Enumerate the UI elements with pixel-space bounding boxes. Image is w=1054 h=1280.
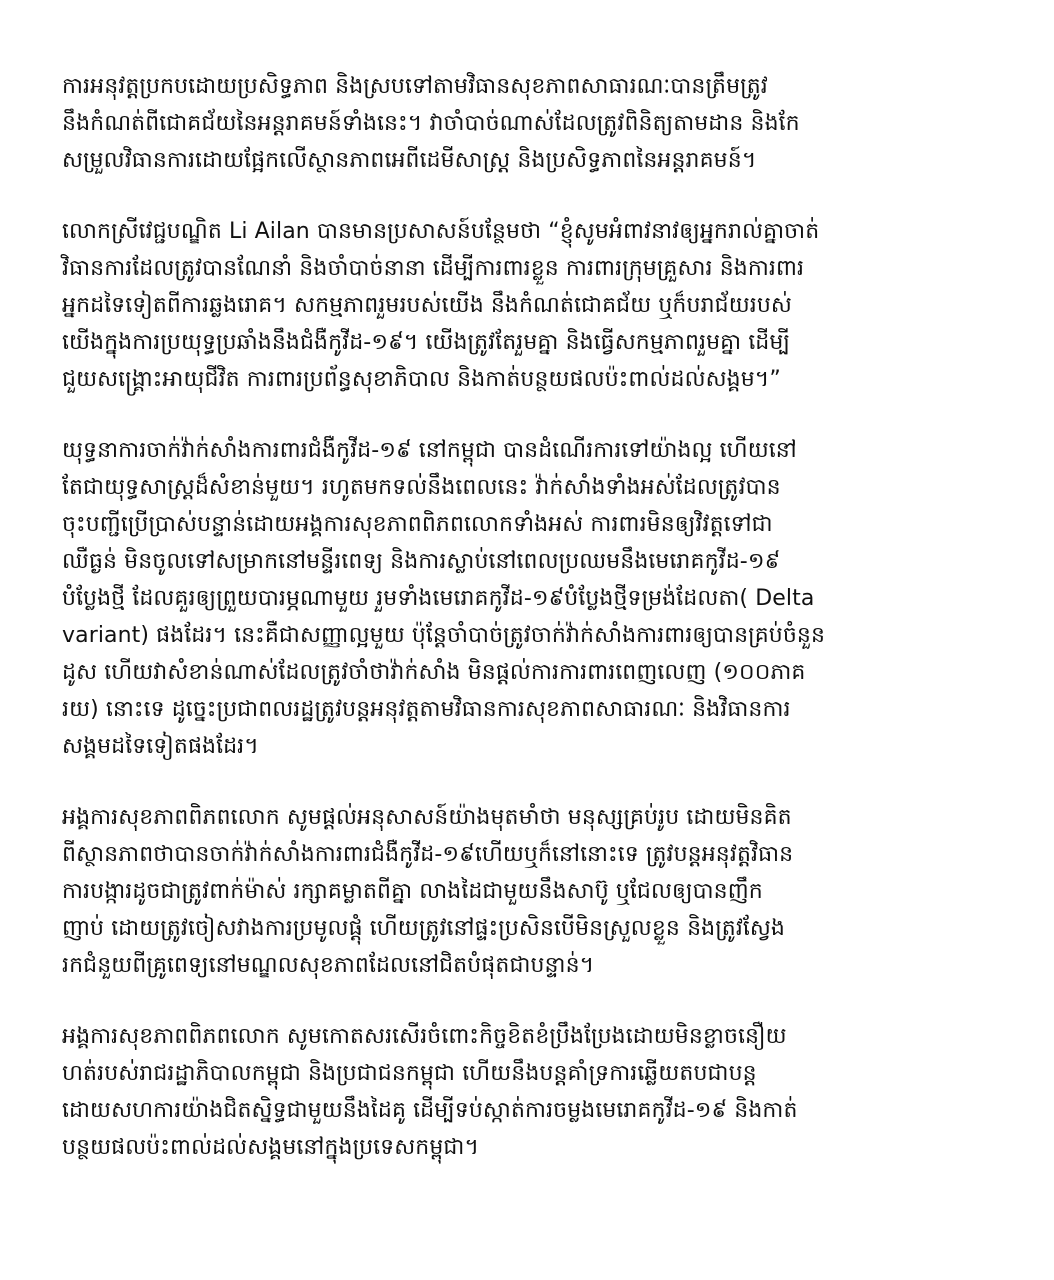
text-line: វិធានការដែលត្រូវបានណែនាំ និងចាំបាច់នានា ដើម្បីការពារខ្លួន ការពារក្រុមគ្រួសារ និងការពារ bbox=[62, 256, 805, 281]
paragraph-who-appreciation bbox=[62, 1018, 982, 1166]
text-line: ញាប់ ដោយត្រូវចៀសវាងការប្រមូលផ្តុំ ហើយត្រូវនៅផ្ទះប្រសិនបើមិនស្រួលខ្លួន និងត្រូវស្វែង bbox=[62, 916, 785, 941]
text-line: បំប្លែងថ្មី ដែលគួរឲ្យព្រួយបារម្ភណាមួយ រួមទាំងមេរោគកូវីដ-១៩បំប្លែងថ្មីទម្រង់ដែលតា( Delta bbox=[62, 586, 815, 611]
text-line: អ្នកដទៃទៀតពីការឆ្លងរោគ។ សកម្មភាពរួមរបស់យើង នឹងកំណត់ជោគជ័យ ឬក៏បរាជ័យរបស់ bbox=[62, 293, 792, 318]
text-line: យើងក្នុងការប្រយុទ្ធប្រឆាំងនឹងជំងឺកូវីដ-១៩។ យើងត្រូវតែរួមគ្នា និងធ្វើសកម្មភាពរួមគ្នា ដើម្បី bbox=[62, 330, 790, 355]
text-line: លោកស្រីវេជ្ជបណ្ឌិត Li Ailan បានមានប្រសាសន៍បន្ថែមថា “ខ្ញុំសូមអំពាវនាវឲ្យអ្នករាល់គ្នាចាត់ bbox=[62, 219, 820, 244]
text-line: អង្គការសុខភាពពិភពលោក សូមកោតសរសើរចំពោះកិច្ចខិតខំប្រឹងប្រែងដោយមិនខ្លាចនឿយ bbox=[62, 1024, 787, 1049]
text-line: ចុះបញ្ជីប្រើប្រាស់បន្ទាន់ដោយអង្គការសុខភាពពិភពលោកទាំងអស់ ការពារមិនឲ្យវិវត្តទៅជា bbox=[62, 512, 773, 537]
paragraph-implementation bbox=[62, 68, 982, 179]
text-line: ឈឺធ្ងន់ មិនចូលទៅសម្រាកនៅមន្ទីរពេទ្យ និងការស្លាប់នៅពេលប្រឈមនឹងមេរោគកូវីដ-១៩ bbox=[62, 549, 781, 574]
text-line: ដូស ហើយវាសំខាន់ណាស់ដែលត្រូវចាំថាវ៉ាក់សាំង មិនផ្តល់ការការពារពេញលេញ (១០០ភាគ bbox=[62, 660, 806, 685]
text-line: ពីស្ថានភាពថាបានចាក់វ៉ាក់សាំងការពារជំងឺកូវីដ-១៩ហើយឬក៏នៅនោះទេ ត្រូវបន្តអនុវត្តវិធាន bbox=[62, 842, 794, 867]
text-line: ហត់របស់រាជរដ្ឋាភិបាលកម្ពុជា និងប្រជាជនកម្ពុជា ហើយនឹងបន្តគាំទ្រការឆ្លើយតបជាបន្ត bbox=[62, 1061, 757, 1086]
text-line: ការបង្ការដូចជាត្រូវពាក់ម៉ាស់ រក្សាគម្លាតពីគ្នា លាងដៃជាមួយនឹងសាប៊ូ ឬជែលឲ្យបានញឹក bbox=[62, 879, 763, 904]
text-line: នឹងកំណត់ពីជោគជ័យនៃអន្តរាគមន៍ទាំងនេះ។ វាចាំបាច់ណាស់ដែលត្រូវពិនិត្យតាមដាន និងកែ bbox=[62, 111, 800, 136]
text-line: អង្គការសុខភាពពិភពលោក សូមផ្តល់អនុសាសន៍យ៉ាងមុតមាំថា មនុស្សគ្រប់រូប ដោយមិនគិត bbox=[62, 805, 792, 830]
text-line: សម្រួលវិធានការដោយផ្អែកលើស្ថានភាពអេពីដេមីសាស្ត្រ និងប្រសិទ្ធភាពនៃអន្តរាគមន៍។ bbox=[62, 148, 757, 173]
text-line: ការអនុវត្តប្រកបដោយប្រសិទ្ធភាព និងស្របទៅតាមវិធានសុខភាពសាធារណៈបានត្រឹមត្រូវ bbox=[62, 74, 768, 99]
text-line: តែជាយុទ្ធសាស្ត្រដ៏សំខាន់មួយ។ រហូតមកទល់នឹងពេលនេះ វ៉ាក់សាំងទាំងអស់ដែលត្រូវបាន bbox=[62, 475, 781, 500]
text-line: រកជំនួយពីគ្រូពេទ្យនៅមណ្ឌលសុខភាពដែលនៅជិតបំផុតជាបន្ទាន់។ bbox=[62, 953, 595, 978]
text-line: សង្គមដទៃទៀតផងដែរ។ bbox=[62, 734, 259, 759]
text-line: ជួយសង្គ្រោះអាយុជីវិត ការពារប្រព័ន្ធសុខាភិបាល និងកាត់បន្ថយផលប៉ះពាល់ដល់សង្គម។” bbox=[62, 367, 781, 392]
text-line: variant) ផងដែរ។ នេះគឺជាសញ្ញាល្អមួយ ប៉ុន្តែចាំបាច់ត្រូវចាក់វ៉ាក់សាំងការពារឲ្យបានគ្រប់ចំនួន bbox=[62, 623, 826, 648]
text-line: បន្ថយផលប៉ះពាល់ដល់សង្គមនៅក្នុងប្រទេសកម្ពុជា។ bbox=[62, 1135, 480, 1160]
text-line: ដោយសហការយ៉ាងជិតស្និទ្ធជាមួយនឹងដៃគូ ដើម្បីទប់ស្កាត់ការចម្លងមេរោគកូវីដ-១៩ និងកាត់ bbox=[62, 1098, 798, 1123]
paragraph-quote-li-ailan bbox=[62, 213, 982, 398]
paragraph-vaccination-campaign bbox=[62, 432, 982, 765]
paragraph-who-recommendation bbox=[62, 799, 982, 984]
text-line: រយ) នោះទេ ដូច្នេះប្រជាពលរដ្ឋត្រូវបន្តអនុវត្តតាមវិធានការសុខភាពសាធារណៈ និងវិធានការ bbox=[62, 697, 791, 722]
text-line: យុទ្ធនាការចាក់វ៉ាក់សាំងការពារជំងឺកូវីដ-១៩ នៅកម្ពុជា បានដំណើរការទៅយ៉ាងល្អ ហើយនៅ bbox=[62, 438, 797, 463]
